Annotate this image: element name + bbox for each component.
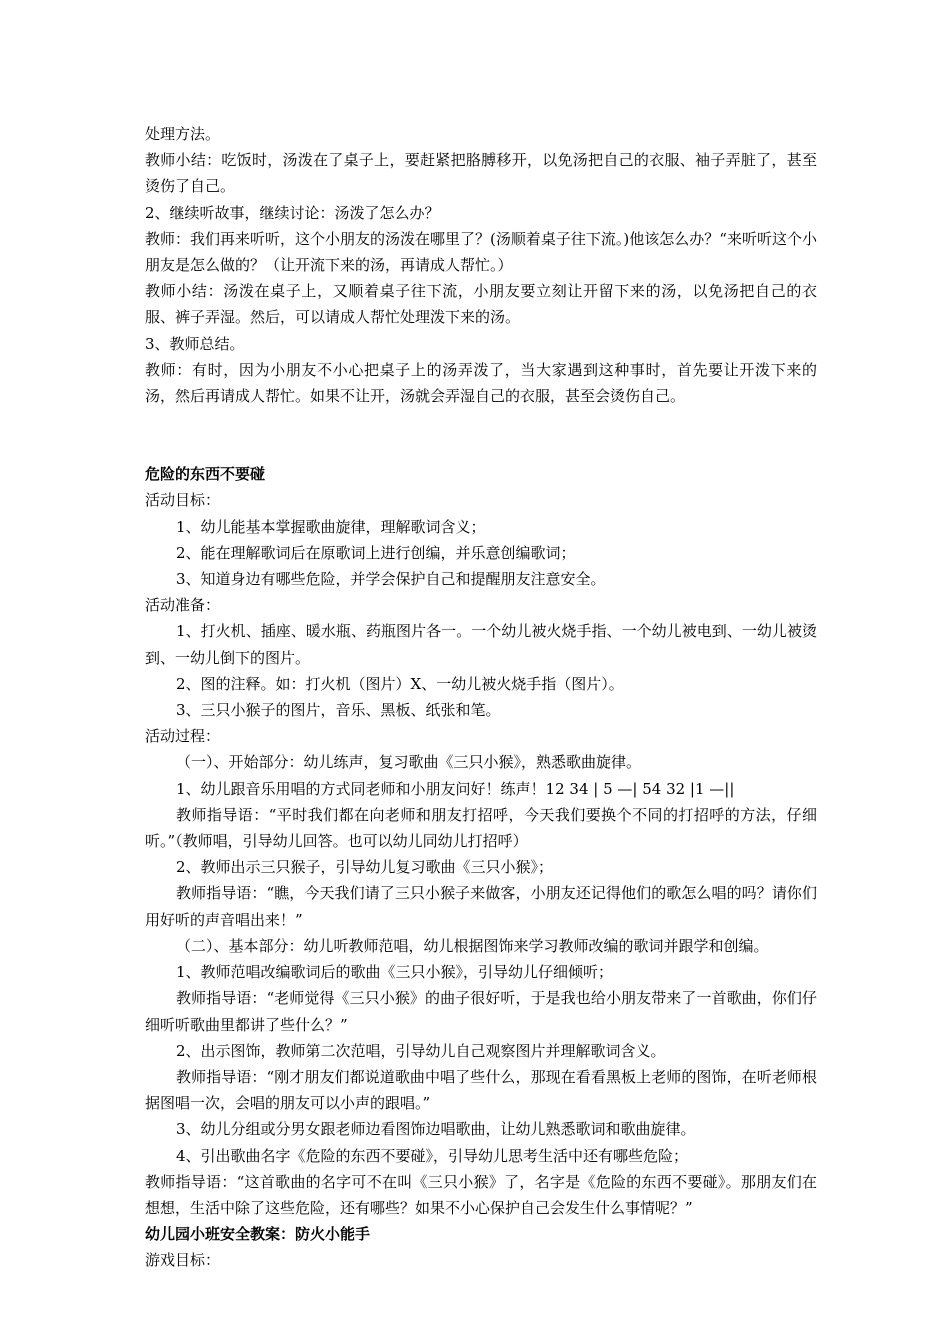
section-title: 危险的东西不要碰 (145, 465, 266, 484)
process-item: （二）、基本部分：幼儿听教师范唱，幼儿根据图饰来学习教师改编的歌词并跟学和创编。 (176, 936, 769, 955)
paragraph: 教师小结：吃饭时，汤泼在了桌子上，要赶紧把胳膊移开，以免汤把自己的衣服、袖子弄脏了，甚至烫伤了自己。 (145, 151, 817, 196)
paragraph: 教师小结：汤泼在桌子上，又顺着桌子往下流，小朋友要立刻让开留下来的汤，以免汤把自己的衣服、裤子弄湿。然后，可以请成人帮忙处理泼下来的汤。 (145, 282, 817, 327)
process-item: 教师指导语：“瞧，今天我们请了三只小猴子来做客，小朋友还记得他们的歌怎么唱的吗？请你们用好听的声音唱出来！” (145, 884, 817, 929)
paragraph: 2、继续听故事，继续讨论：汤泼了怎么办？ (145, 203, 440, 222)
section-title: 幼儿园小班安全教案：防火小能手 (145, 1225, 371, 1244)
process-label: 活动过程： (145, 727, 221, 746)
goals-label: 游戏目标： (145, 1251, 221, 1270)
process-item: 1、幼儿跟音乐用唱的方式同老师和小朋友问好！练声！12 34 | 5 —| 54 32 |1 —|| (176, 779, 735, 798)
process-item: （一）、开始部分：幼儿练声，复习歌曲《三只小猴》，熟悉歌曲旋律。 (176, 753, 642, 772)
document-page (145, 121, 817, 1274)
goal-item: 1、幼儿能基本掌握歌曲旋律，理解歌词含义； (176, 517, 486, 536)
prep-label: 活动准备： (145, 596, 221, 615)
prep-item: 2、图的注释。如：打火机（图片）X、一幼儿被火烧手指（图片）。 (176, 674, 624, 693)
process-item: 2、出示图饰，教师第二次范唱，引导幼儿自己观察图片并理解歌词含义。 (176, 1041, 666, 1060)
process-item: 教师指导语：“平时我们都在向老师和朋友打招呼，今天我们要换个不同的打招呼的方法，仔细听。”（教师唱，引导幼儿回答。也可以幼儿同幼儿打招呼） (145, 805, 817, 851)
paragraph: 处理方法。 (145, 125, 221, 143)
section-gap (145, 409, 817, 461)
paragraph: 3、教师总结。 (145, 334, 245, 353)
goals-label: 活动目标： (145, 491, 221, 510)
paragraph: 教师：有时，因为小朋友不小心把桌子上的汤弄泼了，当大家遇到这种事时，首先要让开泼下来的汤，然后再请成人帮忙。如果不让开，汤就会弄湿自己的衣服，甚至会烫伤自己。 (145, 360, 817, 406)
process-item: 1、教师范唱改编歌词后的歌曲《三只小猴》，引导幼儿仔细倾听； (176, 963, 614, 982)
goal-item: 2、能在理解歌词后在原歌词上进行创编，并乐意创编歌词； (176, 543, 576, 562)
process-item: 2、教师出示三只猴子，引导幼儿复习歌曲《三只小猴》； (176, 858, 554, 877)
goal-item: 3、知道身边有哪些危险，并学会保护自己和提醒朋友注意安全。 (176, 570, 606, 589)
closing-paragraph: 教师指导语：“这首歌曲的名字可不在叫《三只小猴》了，名字是《危险的东西不要碰》。那朋友们在想想，生活中除了这些危险，还有哪些？如果不小心保护自己会发生什么事情呢？” (145, 1172, 817, 1217)
process-item: 教师指导语：“老师觉得《三只小猴》的曲子很好听，于是我也给小朋友带来了一首歌曲，你们仔细听听歌曲里都讲了些什么？” (145, 989, 817, 1034)
prep-item: 3、三只小猴子的图片，音乐、黑板、纸张和笔。 (176, 701, 501, 720)
process-item: 教师指导语：“刚才朋友们都说道歌曲中唱了些什么，那现在看看黑板上老师的图饰，在听老师根据图唱一次，会唱的朋友可以小声的跟唱。” (145, 1067, 817, 1113)
process-item: 3、幼儿分组或分男女跟老师边看图饰边唱歌曲，让幼儿熟悉歌词和歌曲旋律。 (176, 1120, 696, 1139)
process-item: 4、引出歌曲名字《危险的东西不要碰》，引导幼儿思考生活中还有哪些危险； (176, 1146, 689, 1165)
paragraph: 教师：我们再来听听，这个小朋友的汤泼在哪里了？(汤顺着桌子往下流。)他该怎么办？“来听听这个小朋友是怎么做的？（让开流下来的汤，再请成人帮忙。） (145, 229, 817, 275)
prep-item: 1、打火机、插座、暖水瓶、药瓶图片各一。一个幼儿被火烧手指、一个幼儿被电到、一幼儿被烫到、一幼儿倒下的图片。 (145, 622, 817, 667)
